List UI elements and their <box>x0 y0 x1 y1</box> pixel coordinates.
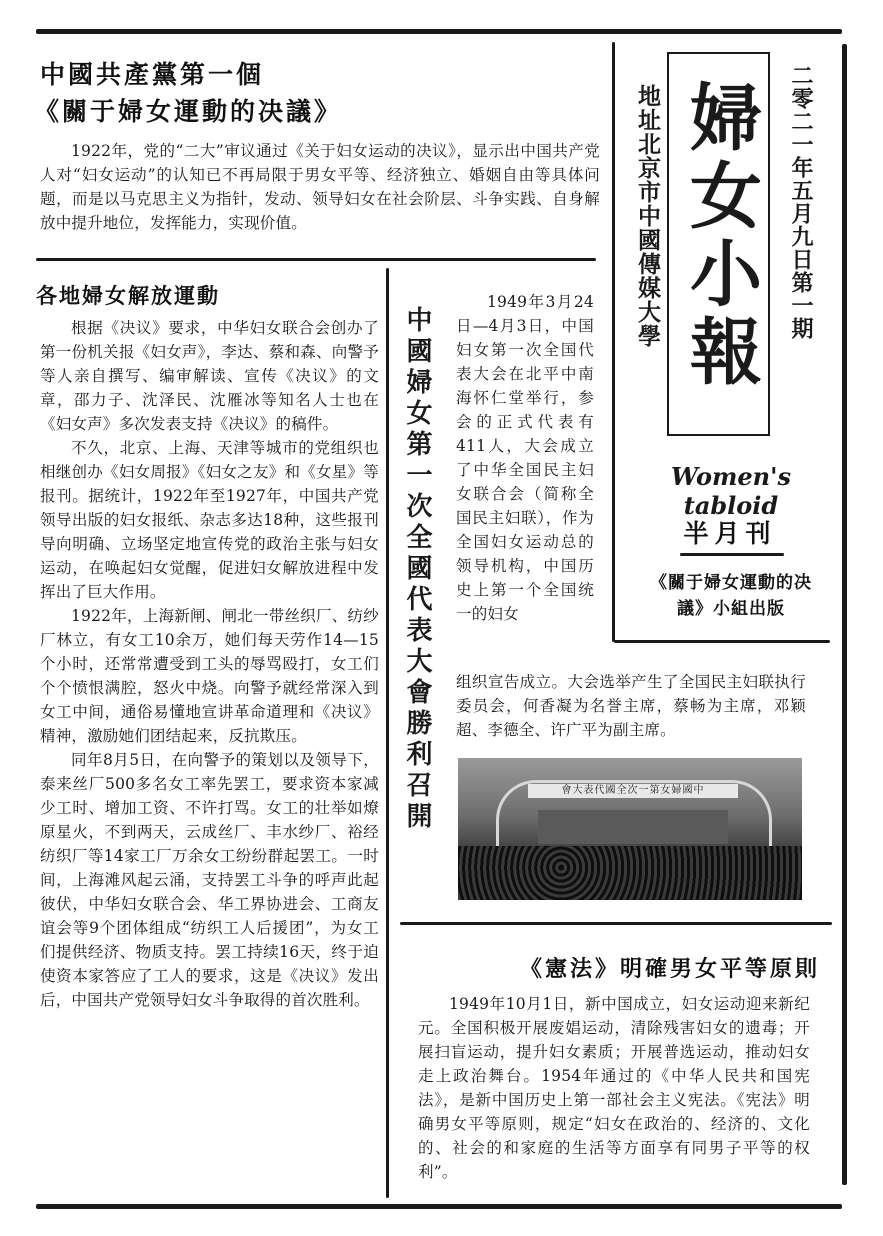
congress-paragraph: 1949年3月24日—4月3日，中国妇女第一次全国代表大会在北平中南海怀仁堂举行，参会的正式代表有411人，大会成立了中华全国民主妇女联合会（简称全国民主妇联），作为全国妇女运动总的领导机构，中国历史上第一个全国统一的妇女 <box>456 293 594 623</box>
photo-banner-text: 會大表代國全次一第女婦國中 <box>561 785 705 796</box>
movement-paragraph-1: 根据《决议》要求，中华妇女联合会创办了第一份机关报《妇女声》，李达、蔡和森、向警予等人亲自撰写、编审解读、宣传《决议》的文章，邵力子、沈泽民、沈雁冰等知名人士也在《妇女声》多次发表支持《决议》的稿件。 <box>40 319 379 433</box>
masthead-publisher: 《關于婦女運動的决議》小組出版 <box>650 573 812 619</box>
masthead-bottom-rule <box>614 640 830 643</box>
movement-heading: 各地婦女解放運動 <box>36 284 220 308</box>
masthead-title-box <box>667 52 770 436</box>
movement-paragraph-3: 1922年，上海新闸、闸北一带丝织厂、纺纱厂林立，有女工10余万，她们每天劳作14—15个小时，还常常遭受到工头的辱骂殴打，女工们个个愤恨满腔，怒火中烧。向警予就经常深入到女工中间，通俗易懂地宣讲革命道理和《决议》精神，激励她们团结起来，反抗欺压。 <box>40 607 379 745</box>
masthead-english: Women's tabloid <box>671 462 791 520</box>
congress-body-part1 <box>456 290 594 626</box>
bottom-rule <box>36 1204 842 1209</box>
masthead-frequency: 半月刊 <box>683 519 777 548</box>
intro-title-line1: 中國共產黨第一個 <box>40 60 265 89</box>
congress-paragraph-continued: 组织宣告成立。大会选举产生了全国民主妇联执行委员会，何香凝为名誉主席，蔡畅为主席，邓颖超、李德全、许广平为副主席。 <box>456 673 806 739</box>
constitution-top-rule <box>400 922 832 925</box>
photo-stage <box>538 810 728 844</box>
congress-body-part2 <box>456 670 806 742</box>
masthead-title: 婦女小報 <box>678 80 763 392</box>
constitution-heading: 《憲法》明確男女平等原則 <box>519 957 820 982</box>
movement-paragraph-2: 不久，北京、上海、天津等城市的党组织也相继创办《妇女周报》《妇女之友》和《女星》等报刊。据统计，1922年至1927年，中国共产党领导出版的妇女报纸、杂志多达18种，这些报刊导向明确、立场坚定地宣传党的政治主张与妇女运动，在唤起妇女觉醒，促进妇女解放进程中发挥出了巨大作用。 <box>40 439 379 601</box>
masthead-address: 地址北京市中國傳媒大學 <box>634 84 660 348</box>
top-rule <box>36 29 842 34</box>
masthead-issue: 二零二一年五月九日第一期 <box>788 64 813 340</box>
constitution-body <box>418 992 810 1184</box>
congress-vertical-heading: 中國婦女第一次全國代表大會勝利召開 <box>402 306 432 833</box>
intro-body <box>40 139 600 235</box>
constitution-paragraph: 1949年10月1日，新中国成立，妇女运动迎来新纪元。全国积极开展废娼运动，清除残害妇女的遗毒；开展扫盲运动，提升妇女素质；开展普选运动，推动妇女走上政治舞台。1954年通过的《中华人民共和国宪法》，是新中国历史上第一部社会主义宪法。《宪法》明确男女平等原则，规定“妇女在政治的、经济的、文化的、社会的和家庭的生活等方面享有同男子平等的权利”。 <box>418 995 810 1181</box>
masthead-left-rule <box>612 42 615 642</box>
photo-crowd <box>458 846 802 900</box>
intro-divider-rule <box>36 258 596 261</box>
frequency-underline <box>680 553 784 556</box>
movement-body <box>40 316 379 1012</box>
right-border-rule <box>842 44 847 1185</box>
intro-paragraph: 1922年，党的“二大”审议通过《关于妇女运动的决议》，显示出中国共产党人对“妇女运动”的认知已不再局限于男女平等、经济独立、婚姻自由等具体问题，而是以马克思主义为指针，发动、领导妇女在社会阶层、斗争实践、自身解放中提升地位，发挥能力，实现价值。 <box>40 142 600 232</box>
intro-title-line2: 《關于婦女運動的决議》 <box>34 97 343 126</box>
movement-paragraph-4: 同年8月5日，在向警予的策划以及领导下，泰来丝厂500多名女工率先罢工，要求资本家减少工时、增加工资、不许打骂。女工的壮举如燎原星火，不到两天，云成丝厂、丰水纱厂、裕经纺织厂等14家工厂万余女工纷纷群起罢工。一时间，上海滩风起云涌，支持罢工斗争的呼声此起彼伏，中华妇女联合会、华工界协进会、工商友谊会等9个团体组成“纺织工人后援团”，为女工们提供经济、物质支持。罢工持续16天，终于迫使资本家答应了工人的要求，这是《决议》发出后，中国共产党领导妇女斗争取得的首次胜利。 <box>40 751 379 1009</box>
photo-banner <box>528 784 738 798</box>
congress-photo <box>458 758 802 900</box>
column-divider-rule <box>386 268 389 1198</box>
